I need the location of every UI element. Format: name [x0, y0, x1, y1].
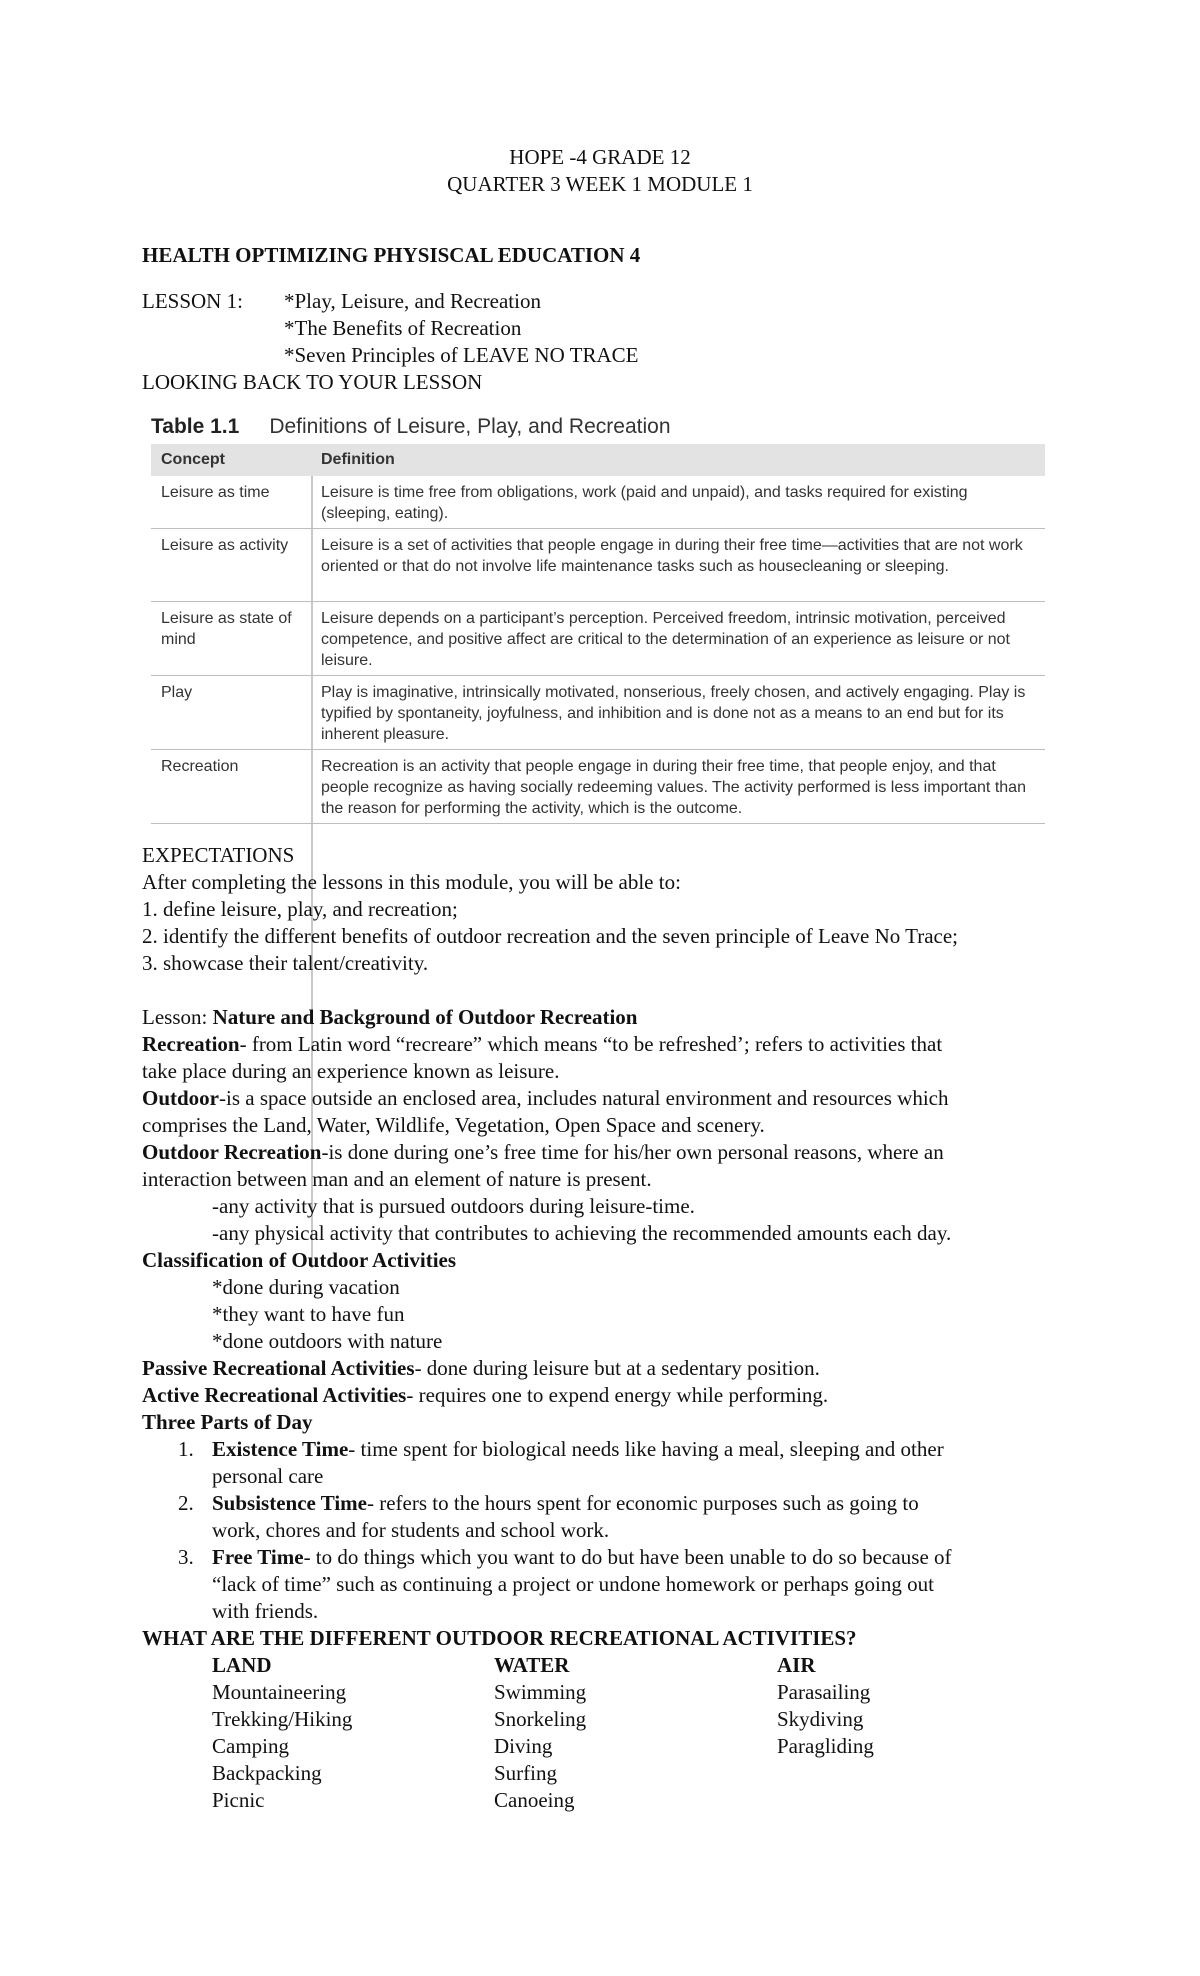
concept-cell: Leisure as activity [161, 537, 289, 554]
activity-item: Skydiving [777, 1707, 864, 1731]
definition-text: - refers to the hours spent for economic purposes such as going to [367, 1491, 919, 1515]
column-heading: LAND [212, 1653, 272, 1677]
activity-item: Surfing [494, 1761, 557, 1785]
active-definition [142, 1382, 828, 1409]
activity-item: Swimming [494, 1680, 587, 1704]
part-item [212, 1544, 952, 1571]
table-row [151, 529, 1045, 602]
lesson-prefix: Lesson: [142, 1005, 213, 1029]
expectation-item: 1. define leisure, play, and recreation; [142, 897, 458, 921]
definition-text: - done during leisure but at a sedentary position. [414, 1356, 820, 1380]
outdoor-recreation-point: -any activity that is pursued outdoors during leisure-time. [212, 1194, 695, 1218]
outdoor-recreation-point: -any physical activity that contributes to achieving the recommended amounts each day. [212, 1221, 952, 1245]
water-column [494, 1652, 586, 1814]
table-header-concept: Concept [161, 451, 225, 468]
table-caption [151, 415, 671, 439]
activity-item: Picnic [212, 1788, 265, 1812]
definition-text: - to do things which you want to do but have been unable to do so because of [303, 1545, 952, 1569]
term: Passive Recreational Activities [142, 1356, 415, 1380]
term: Subsistence Time [212, 1491, 367, 1515]
passive-definition [142, 1355, 820, 1382]
list-number: 1. [178, 1437, 194, 1461]
definition-cell: Leisure is time free from obligations, work (paid and unpaid), and tasks required for existing (sleeping, eating). [321, 484, 968, 522]
concept-cell: Leisure as state of mind [161, 610, 292, 648]
term: Outdoor Recreation [142, 1140, 322, 1164]
term: Active Recreational Activities [142, 1383, 407, 1407]
activity-item: Camping [212, 1734, 289, 1758]
definition-continuation: personal care [212, 1464, 324, 1488]
table-caption-text: Definitions of Leisure, Play, and Recreation [269, 415, 671, 438]
list-number: 2. [178, 1491, 194, 1515]
lesson-topic: *The Benefits of Recreation [284, 316, 522, 340]
outdoor-definition [142, 1085, 949, 1112]
outdoor-recreation-definition [142, 1139, 944, 1166]
classification-item: *done outdoors with nature [212, 1329, 443, 1353]
column-heading: AIR [777, 1653, 816, 1677]
definition-continuation: interaction between man and an element of nature is present. [142, 1167, 652, 1191]
table-header-row [151, 444, 1045, 476]
lesson-topic: *Play, Leisure, and Recreation [284, 289, 541, 313]
land-column [212, 1652, 352, 1814]
column-heading: WATER [494, 1653, 570, 1677]
lesson-topic: *Seven Principles of LEAVE NO TRACE [284, 343, 639, 367]
definition-continuation: “lack of time” such as continuing a project or undone homework or perhaps going out [212, 1572, 934, 1596]
looking-back-heading: LOOKING BACK TO YOUR LESSON [142, 370, 483, 394]
part-item [212, 1436, 944, 1463]
expectations-heading: EXPECTATIONS [142, 843, 295, 867]
table-row [151, 676, 1045, 750]
definition-cell: Play is imaginative, intrinsically motivated, nonserious, freely chosen, and actively engaging. Play is typified by spontaneity, joyfulness, and inhibition and is done not as a means to an end but for its inherent pleasure. [321, 684, 1026, 743]
definition-continuation: comprises the Land, Water, Wildlife, Vegetation, Open Space and scenery. [142, 1113, 765, 1137]
three-parts-heading: Three Parts of Day [142, 1410, 313, 1434]
activity-item: Snorkeling [494, 1707, 587, 1731]
concept-cell: Play [161, 684, 193, 701]
table-header-definition: Definition [321, 451, 395, 468]
activity-item: Canoeing [494, 1788, 575, 1812]
activities-question: WHAT ARE THE DIFFERENT OUTDOOR RECREATIONAL ACTIVITIES? [142, 1626, 857, 1650]
table-row [151, 750, 1045, 824]
lesson-title: Nature and Background of Outdoor Recreation [212, 1005, 638, 1029]
air-column [777, 1652, 874, 1760]
list-number: 3. [178, 1545, 194, 1569]
definition-text: - from Latin word “recreare” which means “to be refreshed’; refers to activities that [239, 1032, 943, 1056]
definition-continuation: work, chores and for students and school work. [212, 1518, 610, 1542]
part-item [212, 1490, 919, 1517]
course-title: HEALTH OPTIMIZING PHYSISCAL EDUCATION 4 [142, 243, 641, 267]
classification-heading: Classification of Outdoor Activities [142, 1248, 457, 1272]
definition-text: - time spent for biological needs like having a meal, sleeping and other [348, 1437, 944, 1461]
activity-item: Parasailing [777, 1680, 871, 1704]
expectations-intro: After completing the lessons in this module, you will be able to: [142, 870, 681, 894]
concept-cell: Recreation [161, 758, 239, 775]
activity-item: Mountaineering [212, 1680, 347, 1704]
expectation-item: 3. showcase their talent/creativity. [142, 951, 429, 975]
definition-text: - requires one to expend energy while performing. [406, 1383, 829, 1407]
activity-item: Backpacking [212, 1761, 322, 1785]
definition-cell: Recreation is an activity that people engage in during their free time, that people enjoy, and that people recognize as having socially redeeming values. The activity performed is less important than the reason for performing the activity, which is the outcome. [321, 758, 1026, 817]
lesson-heading [142, 1004, 637, 1031]
header-line-1: HOPE -4 GRADE 12 [509, 145, 691, 169]
activity-item: Trekking/Hiking [212, 1707, 353, 1731]
definition-cell: Leisure is a set of activities that people engage in during their free time—activities that are not work oriented or that do not involve life maintenance tasks such as housecleaning or sleeping. [321, 537, 1023, 575]
lesson-label: LESSON 1: [142, 289, 243, 313]
definition-text: -is a space outside an enclosed area, includes natural environment and resources which [219, 1086, 949, 1110]
definition-continuation: take place during an experience known as leisure. [142, 1059, 560, 1083]
definition-cell: Leisure depends on a participant’s perception. Perceived freedom, intrinsic motivation, perceived competence, and positive affect are critical to the determination of an experience as leisure or not leisure. [321, 610, 1010, 669]
activity-item: Paragliding [777, 1734, 874, 1758]
table-number: Table 1.1 [151, 415, 240, 438]
term: Outdoor [142, 1086, 220, 1110]
classification-item: *done during vacation [212, 1275, 400, 1299]
classification-item: *they want to have fun [212, 1302, 405, 1326]
recreation-definition [142, 1031, 942, 1058]
expectation-item: 2. identify the different benefits of outdoor recreation and the seven principle of Leave No Trace; [142, 924, 958, 948]
term: Existence Time [212, 1437, 349, 1461]
activity-item: Diving [494, 1734, 553, 1758]
table-row [151, 476, 1045, 529]
term: Recreation [142, 1032, 240, 1056]
header-line-2: QUARTER 3 WEEK 1 MODULE 1 [447, 172, 753, 196]
term: Free Time [212, 1545, 304, 1569]
definition-text: -is done during one’s free time for his/her own personal reasons, where an [321, 1140, 944, 1164]
table-row [151, 602, 1045, 676]
concept-cell: Leisure as time [161, 484, 270, 501]
definition-continuation: with friends. [212, 1599, 319, 1623]
